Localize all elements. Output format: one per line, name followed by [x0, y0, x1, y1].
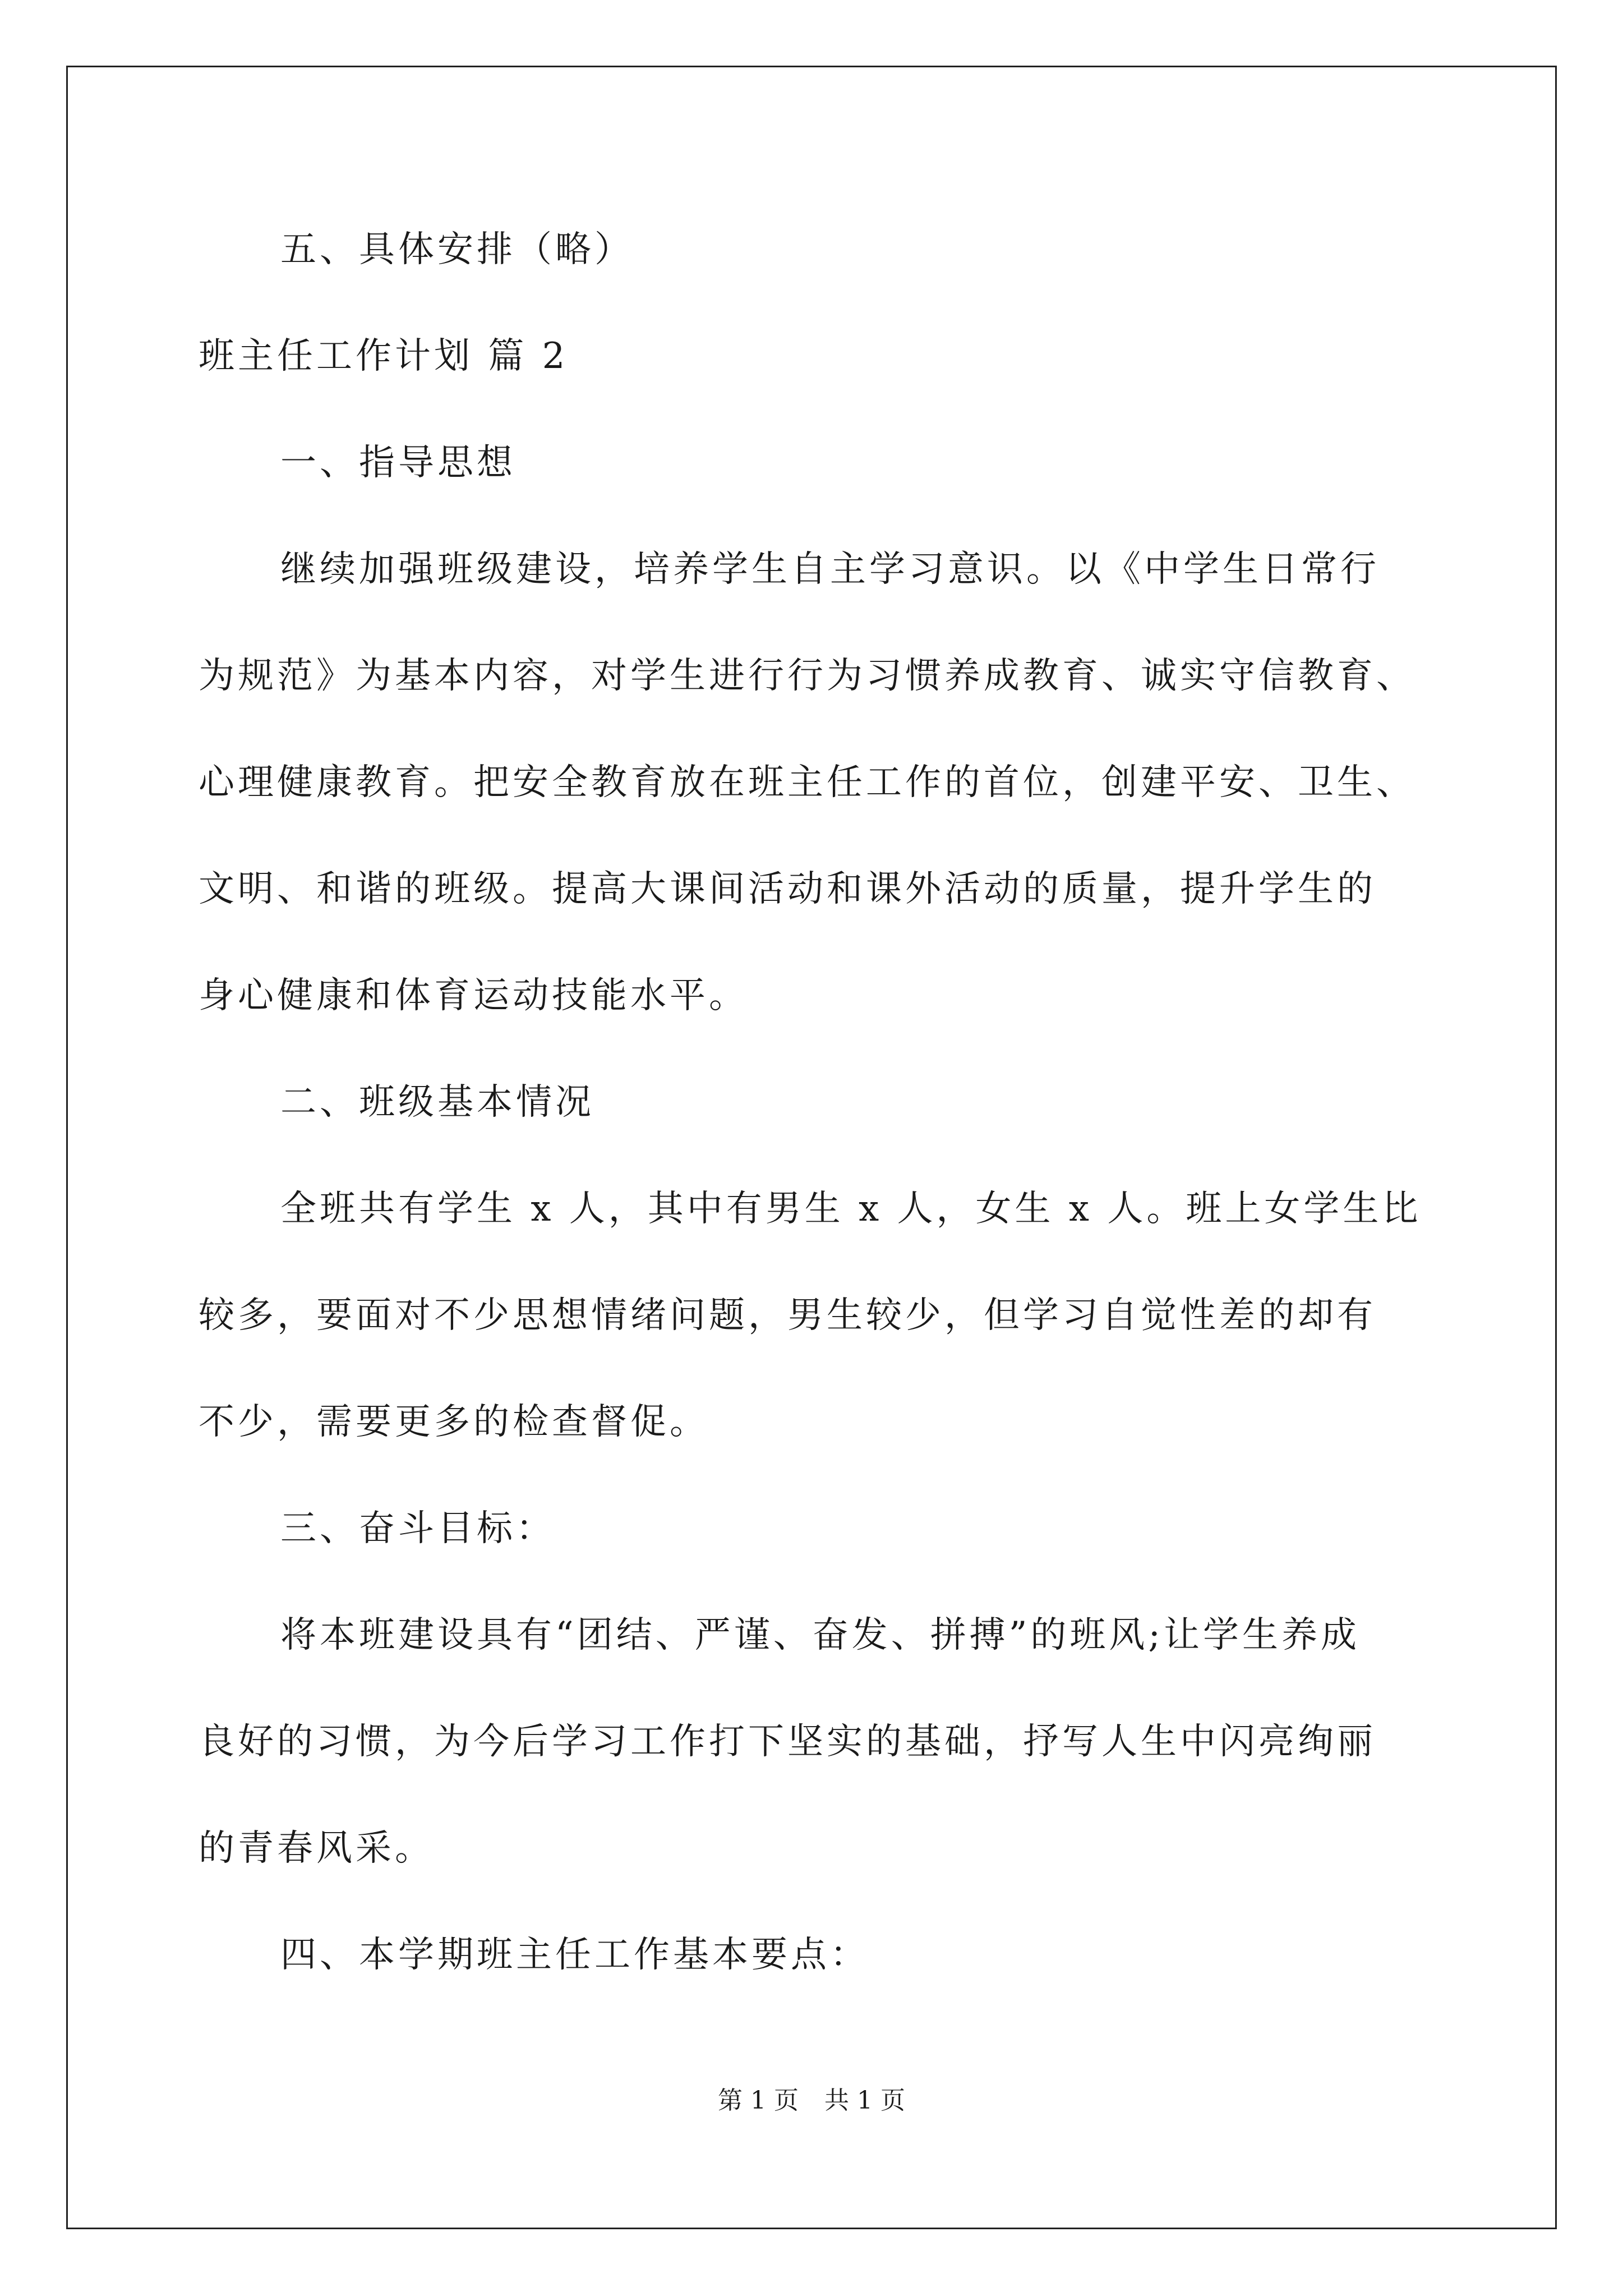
page-border [66, 66, 1557, 2229]
section-heading-3: 三、奋斗目标： [280, 1508, 555, 1549]
paragraph-line: 的青春风采。 [199, 1828, 434, 1869]
section-heading-5: 五、具体安排（略） [280, 229, 634, 270]
paragraph-line: 不少，需要更多的检查督促。 [199, 1401, 709, 1443]
page-total: 共 1 页 [824, 2086, 905, 2115]
paragraph-line: 身心健康和体育运动技能水平。 [199, 975, 748, 1016]
section-heading-2: 二、班级基本情况 [280, 1082, 594, 1123]
paragraph-line: 良好的习惯，为今后学习工作打下坚实的基础，抒写人生中闪亮绚丽 [199, 1721, 1376, 1763]
page-number: 第 1 页 [718, 2086, 799, 2115]
section-heading-4: 四、本学期班主任工作基本要点： [280, 1934, 869, 1976]
paragraph-line: 文明、和谐的班级。提高大课间活动和课外活动的质量，提升学生的 [199, 868, 1376, 910]
paragraph-line: 为规范》为基本内容，对学生进行行为习惯养成教育、诚实守信教育、 [199, 655, 1415, 697]
paragraph-line: 全班共有学生 x 人，其中有男生 x 人，女生 x 人。班上女学生比 [280, 1188, 1422, 1230]
section-heading-1: 一、指导思想 [280, 442, 516, 484]
paragraph-line: 将本班建设具有“团结、严谨、奋发、拼搏”的班风;让学生养成 [280, 1614, 1360, 1656]
paragraph-line: 心理健康教育。把安全教育放在班主任工作的首位，创建平安、卫生、 [199, 762, 1415, 803]
document-title: 班主任工作计划 篇 2 [199, 335, 569, 377]
paragraph-line: 继续加强班级建设，培养学生自主学习意识。以《中学生日常行 [280, 549, 1380, 590]
page-footer [0, 2084, 1623, 2118]
paragraph-line: 较多，要面对不少思想情绪问题，男生较少，但学习自觉性差的却有 [199, 1295, 1376, 1336]
